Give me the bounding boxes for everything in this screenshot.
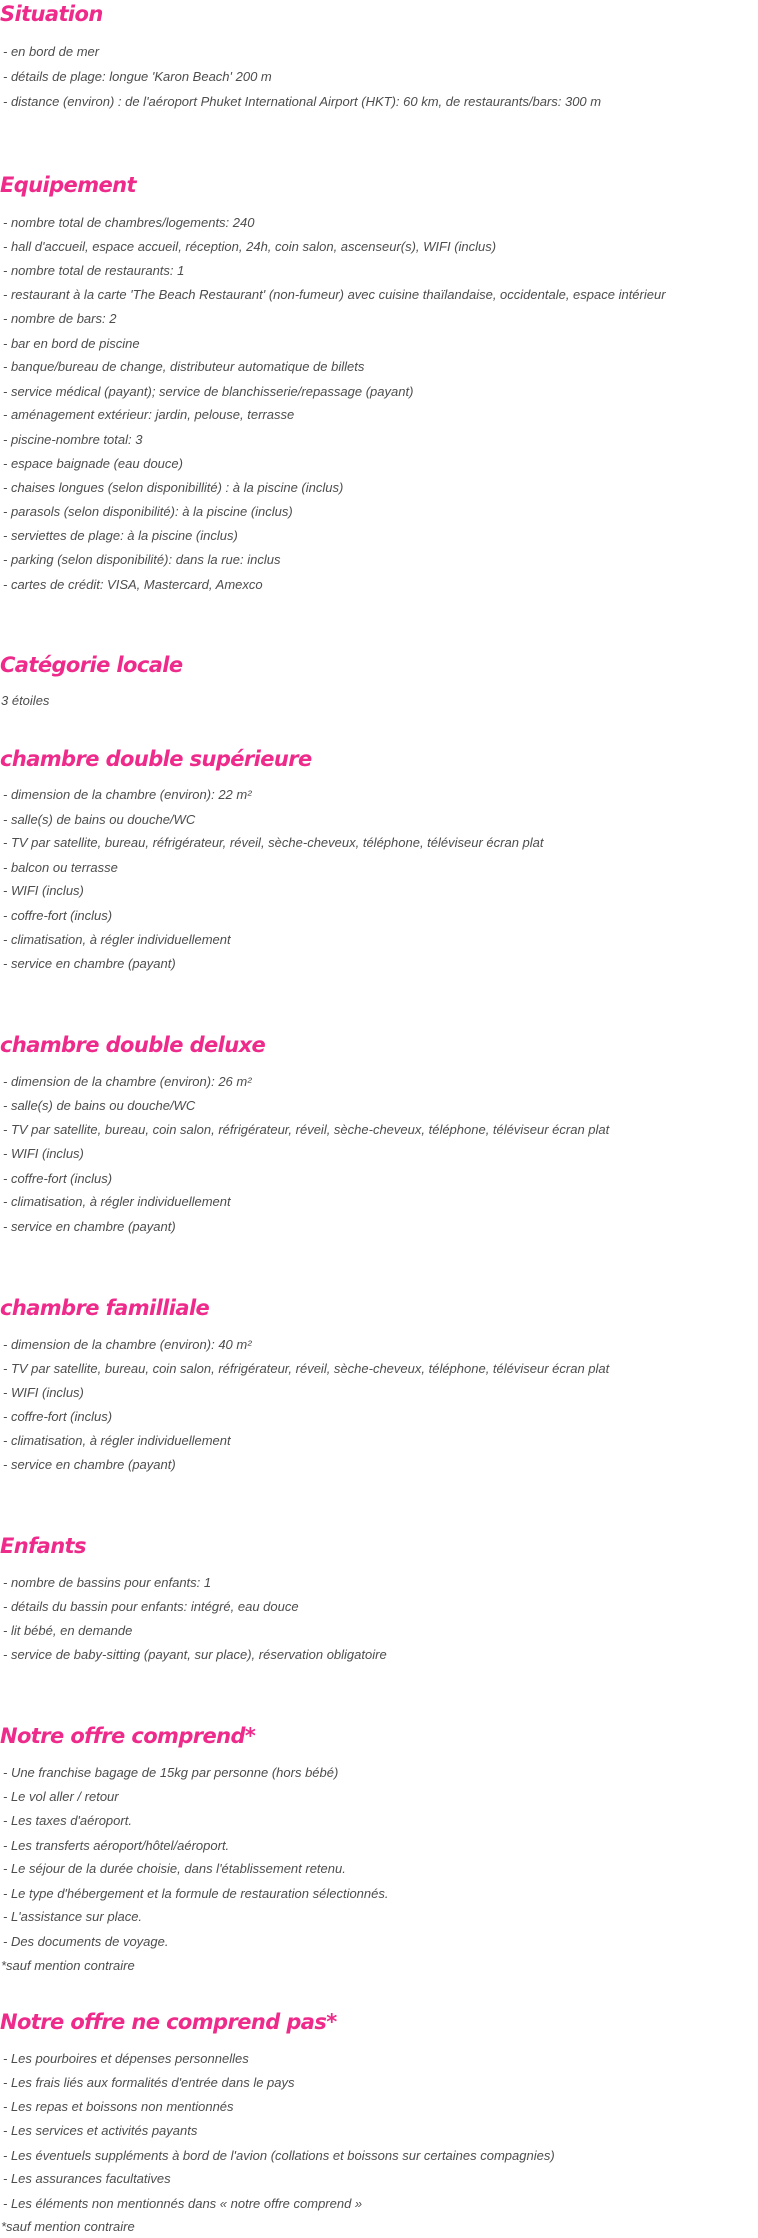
chambre-superieure-item: - WIFI (inclus) — [3, 883, 84, 899]
chambre-superieure-item: - salle(s) de bains ou douche/WC — [3, 811, 196, 827]
equipement-item: - banque/bureau de change, distributeur automatique de billets — [3, 359, 365, 375]
chambre-deluxe-item: - climatisation, à régler individuellement — [3, 1194, 231, 1210]
equipement-item: - hall d'accueil, espace accueil, réception, 24h, coin salon, ascenseur(s), WIFI (inclus) — [3, 239, 497, 255]
equipement-item: - cartes de crédit: VISA, Mastercard, Amexco — [3, 576, 263, 592]
enfants-item: - détails du bassin pour enfants: intégré, eau douce — [3, 1598, 299, 1614]
section-title-chambre-deluxe: chambre double deluxe — [0, 1032, 266, 1057]
offre-comprend-item: - Les taxes d'aéroport. — [3, 1813, 132, 1828]
enfants-item: - lit bébé, en demande — [3, 1623, 133, 1639]
chambre-superieure-item: - dimension de la chambre (environ): 22 m² — [3, 787, 252, 802]
chambre-superieure-item: - TV par satellite, bureau, réfrigérateur, réveil, sèche-cheveux, téléphone, téléviseur écran plat — [3, 835, 544, 851]
equipement-item: - piscine-nombre total: 3 — [3, 431, 143, 447]
chambre-deluxe-item: - coffre-fort (inclus) — [3, 1170, 113, 1186]
equipement-item: - chaises longues (selon disponibillité) : à la piscine (inclus) — [3, 480, 344, 496]
offre-ne-comprend-pas-item: - Les éléments non mentionnés dans « notre offre comprend » — [3, 2195, 363, 2211]
offre-comprend-item: - Le séjour de la durée choisie, dans l'établissement retenu. — [3, 1861, 346, 1877]
chambre-superieure-item: - climatisation, à régler individuellement — [3, 931, 231, 947]
equipement-item: - parasols (selon disponibilité): à la piscine (inclus) — [3, 503, 293, 519]
section-title-situation: Situation — [0, 2, 103, 26]
equipement-item: - espace baignade (eau douce) — [3, 455, 183, 471]
offre-comprend-item: - Des documents de voyage. — [3, 1934, 169, 1949]
offre-comprend-item: - Les transferts aéroport/hôtel/aéroport. — [3, 1837, 230, 1853]
chambre-deluxe-item: - salle(s) de bains ou douche/WC — [3, 1097, 196, 1113]
section-title-enfants: Enfants — [0, 1533, 86, 1558]
section-title-chambre-superieure: chambre double supérieure — [0, 746, 312, 771]
chambre-familiale-item: - dimension de la chambre (environ): 40 m² — [3, 1336, 252, 1352]
offre-comprend-footnote: *sauf mention contraire — [1, 1957, 135, 1973]
equipement-item: - nombre total de chambres/logements: 240 — [3, 214, 255, 230]
section-title-equipement: Equipement — [0, 173, 136, 198]
section-title-offre-ne-comprend-pas: Notre offre ne comprend pas* — [0, 2009, 337, 2034]
chambre-familiale-item: - service en chambre (payant) — [3, 1456, 176, 1472]
offre-comprend-item: - L'assistance sur place. — [3, 1909, 143, 1925]
chambre-deluxe-item: - TV par satellite, bureau, coin salon, réfrigérateur, réveil, sèche-cheveux, téléphone, téléviseur écran plat — [3, 1122, 610, 1138]
offre-ne-comprend-pas-item: - Les pourboires et dépenses personnelles — [3, 2051, 249, 2067]
section-title-categorie: Catégorie locale — [0, 653, 183, 678]
chambre-familiale-item: - coffre-fort (inclus) — [3, 1408, 113, 1424]
situation-item: - détails de plage: longue 'Karon Beach' 200 m — [3, 68, 272, 84]
enfants-item: - service de baby-sitting (payant, sur place), réservation obligatoire — [3, 1646, 387, 1662]
offre-ne-comprend-pas-item: - Les services et activités payants — [3, 2122, 198, 2138]
chambre-superieure-item: - balcon ou terrasse — [3, 859, 118, 875]
offre-comprend-item: - Une franchise bagage de 15kg par personne (hors bébé) — [3, 1764, 339, 1780]
offre-comprend-item: - Le type d'hébergement et la formule de restauration sélectionnés. — [3, 1885, 389, 1901]
chambre-familiale-item: - WIFI (inclus) — [3, 1385, 84, 1401]
situation-item: - en bord de mer — [3, 44, 100, 60]
equipement-item: - aménagement extérieur: jardin, pelouse, terrasse — [3, 407, 295, 423]
offre-ne-comprend-pas-footnote: *sauf mention contraire — [1, 2219, 135, 2235]
chambre-familiale-item: - climatisation, à régler individuellement — [3, 1433, 231, 1449]
enfants-item: - nombre de bassins pour enfants: 1 — [3, 1575, 212, 1590]
offre-ne-comprend-pas-item: - Les repas et boissons non mentionnés — [3, 2099, 234, 2115]
equipement-item: - restaurant à la carte 'The Beach Restaurant' (non-fumeur) avec cuisine thaïlandaise, occidentale, espace intérieur — [3, 287, 666, 303]
chambre-deluxe-item: - WIFI (inclus) — [3, 1146, 84, 1162]
offre-ne-comprend-pas-item: - Les éventuels suppléments à bord de l'avion (collations et boissons sur certaines compagnies) — [3, 2147, 555, 2163]
section-title-chambre-familiale: chambre familliale — [0, 1295, 210, 1320]
chambre-familiale-item: - TV par satellite, bureau, coin salon, réfrigérateur, réveil, sèche-cheveux, téléphone, téléviseur écran plat — [3, 1360, 610, 1376]
equipement-item: - service médical (payant); service de blanchisserie/repassage (payant) — [3, 383, 414, 399]
categorie-value: 3 étoiles — [1, 692, 50, 708]
chambre-deluxe-item: - service en chambre (payant) — [3, 1218, 176, 1234]
offre-comprend-item: - Le vol aller / retour — [3, 1789, 119, 1805]
chambre-superieure-item: - coffre-fort (inclus) — [3, 908, 113, 923]
situation-item: - distance (environ) : de l'aéroport Phuket International Airport (HKT): 60 km, de restaurants/bars: 300 m — [3, 93, 602, 109]
offre-ne-comprend-pas-item: - Les frais liés aux formalités d'entrée dans le pays — [3, 2074, 295, 2090]
chambre-deluxe-item: - dimension de la chambre (environ): 26 m² — [3, 1074, 252, 1090]
equipement-item: - bar en bord de piscine — [3, 335, 140, 351]
equipement-item: - serviettes de plage: à la piscine (inclus) — [3, 528, 238, 544]
equipement-item: - parking (selon disponibilité): dans la rue: inclus — [3, 551, 281, 567]
offre-ne-comprend-pas-item: - Les assurances facultatives — [3, 2171, 171, 2187]
section-title-offre-comprend: Notre offre comprend* — [0, 1723, 256, 1748]
equipement-item: - nombre total de restaurants: 1 — [3, 262, 185, 278]
equipement-item: - nombre de bars: 2 — [3, 310, 117, 326]
chambre-superieure-item: - service en chambre (payant) — [3, 956, 176, 972]
